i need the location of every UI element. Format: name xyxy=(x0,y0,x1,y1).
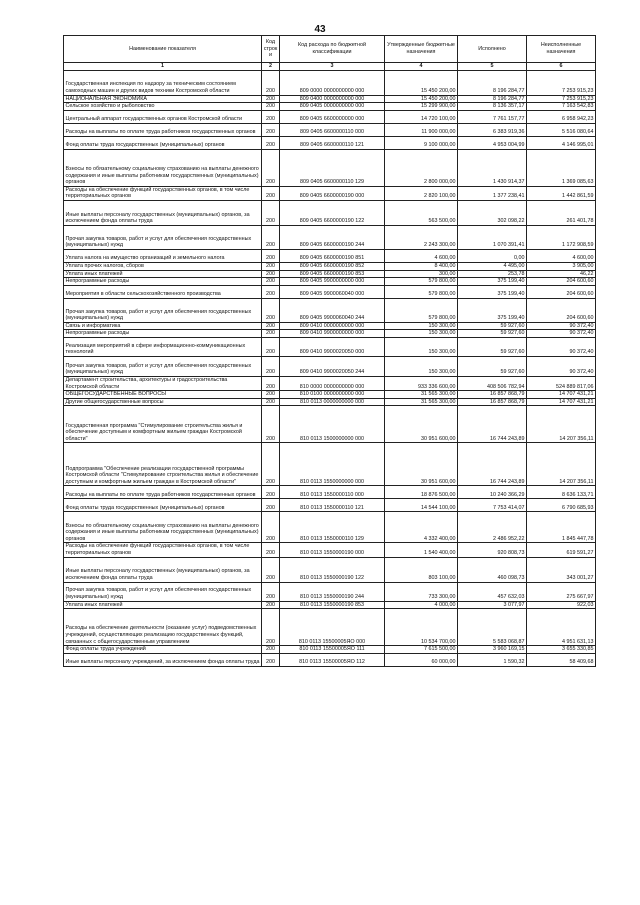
header-indicator-name: Наименование показателя xyxy=(64,36,262,63)
cell-unexecuted: 204 600,60 xyxy=(527,285,596,298)
cell-line-code: 200 xyxy=(262,543,280,557)
cell-unexecuted: 5 516 080,64 xyxy=(527,123,596,136)
cell-unexecuted: 922,03 xyxy=(527,601,596,609)
cell-indicator-name: Уплата прочих налогов, сборов xyxy=(64,262,262,270)
cell-line-code: 200 xyxy=(262,70,280,95)
table-row xyxy=(64,337,596,356)
cell-indicator-name: Расходы на выплаты по оплате труда работников государственных органов xyxy=(64,486,262,499)
cell-line-code: 200 xyxy=(262,337,280,356)
cell-indicator-name: Расходы на выплаты по оплате труда работников государственных органов xyxy=(64,123,262,136)
cell-line-code: 200 xyxy=(262,557,280,582)
cell-line-code: 200 xyxy=(262,376,280,390)
cell-indicator-name: Департамент строительства, архитектуры и градостроительства Костромской области xyxy=(64,376,262,390)
cell-unexecuted: 14 707 431,21 xyxy=(527,391,596,399)
cell-indicator-name: Прочая закупка товаров, работ и услуг для обеспечения государственных (муниципальных) нужд xyxy=(64,298,262,322)
cell-unexecuted: 3 655 330,85 xyxy=(527,646,596,654)
cell-approved: 579 800,00 xyxy=(385,298,458,322)
header-line-code: Код строки xyxy=(262,36,280,63)
cell-executed: 0,00 xyxy=(458,249,527,262)
cell-executed: 8 196 284,77 xyxy=(458,95,527,103)
table-row xyxy=(64,443,596,486)
cell-approved: 31 565 300,00 xyxy=(385,391,458,399)
cell-expense-code: 809 0000 0000000000 000 xyxy=(280,70,385,95)
cell-unexecuted: 261 401,78 xyxy=(527,200,596,225)
column-number: 1 xyxy=(64,63,262,71)
cell-expense-code: 809 0410 0000000000 000 xyxy=(280,322,385,330)
cell-executed: 3 960 169,15 xyxy=(458,646,527,654)
cell-approved: 4 600,00 xyxy=(385,249,458,262)
cell-executed: 8 196 284,77 xyxy=(458,70,527,95)
cell-expense-code: 809 0405 6600000190 852 xyxy=(280,262,385,270)
table-row xyxy=(64,110,596,123)
cell-unexecuted: 8 636 133,71 xyxy=(527,486,596,499)
cell-expense-code: 809 0405 6600000000 000 xyxy=(280,110,385,123)
cell-expense-code: 809 0405 0000000000 000 xyxy=(280,103,385,111)
cell-indicator-name: Государственная инспекция по надзору за техническим состоянием самоходных машин и других видов техники Костромской области xyxy=(64,70,262,95)
cell-unexecuted: 3 905,00 xyxy=(527,262,596,270)
cell-expense-code: 809 0405 6600000110 129 xyxy=(280,149,385,186)
cell-executed: 7 761 157,77 xyxy=(458,110,527,123)
table-row xyxy=(64,406,596,443)
cell-indicator-name: НАЦИОНАЛЬНАЯ ЭКОНОМИКА xyxy=(64,95,262,103)
cell-indicator-name: Непрограммные расходы xyxy=(64,330,262,338)
cell-indicator-name: Расходы на обеспечение функций государственных органов, в том числе территориальных органов xyxy=(64,543,262,557)
cell-unexecuted: 1 845 447,78 xyxy=(527,512,596,543)
cell-unexecuted: 90 372,40 xyxy=(527,330,596,338)
cell-indicator-name: Подпрограмма "Обеспечение реализации государственной программы Костромской области "Стимулирование строительства жилья и обеспечение доступным и комфортным жильем граждан в Костромской области" xyxy=(64,443,262,486)
cell-executed: 375 199,40 xyxy=(458,278,527,286)
cell-line-code: 200 xyxy=(262,653,280,666)
table-row xyxy=(64,270,596,278)
table-row xyxy=(64,103,596,111)
cell-expense-code: 810 0113 1550000110 121 xyxy=(280,499,385,512)
cell-indicator-name: Взносы по обязательному социальному страхованию на выплаты денежного содержания и иные выплаты работникам государственных (муниципальных) органов xyxy=(64,512,262,543)
column-number: 3 xyxy=(280,63,385,71)
cell-line-code: 200 xyxy=(262,149,280,186)
cell-unexecuted: 6 790 685,93 xyxy=(527,499,596,512)
table-row xyxy=(64,646,596,654)
cell-line-code: 200 xyxy=(262,225,280,249)
cell-executed: 59 927,60 xyxy=(458,356,527,376)
cell-approved: 2 800 000,00 xyxy=(385,149,458,186)
cell-unexecuted: 7 163 542,83 xyxy=(527,103,596,111)
table-row xyxy=(64,557,596,582)
cell-executed: 4 495,00 xyxy=(458,262,527,270)
cell-approved: 563 500,00 xyxy=(385,200,458,225)
page-number: 43 xyxy=(314,24,326,35)
cell-approved: 10 534 700,00 xyxy=(385,609,458,646)
cell-line-code: 200 xyxy=(262,270,280,278)
cell-unexecuted: 619 591,27 xyxy=(527,543,596,557)
column-number: 2 xyxy=(262,63,280,71)
cell-expense-code: 810 0000 0000000000 000 xyxy=(280,376,385,390)
cell-unexecuted: 6 958 942,23 xyxy=(527,110,596,123)
cell-indicator-name: Связь и информатика xyxy=(64,322,262,330)
cell-indicator-name: Прочая закупка товаров, работ и услуг для обеспечения государственных (муниципальных) нужд xyxy=(64,582,262,601)
cell-line-code: 200 xyxy=(262,330,280,338)
cell-line-code: 200 xyxy=(262,582,280,601)
table-row xyxy=(64,582,596,601)
cell-approved: 14 544 100,00 xyxy=(385,499,458,512)
cell-expense-code: 810 0113 1500000000 000 xyxy=(280,406,385,443)
cell-expense-code: 809 0405 6600000190 853 xyxy=(280,270,385,278)
cell-indicator-name: Другие общегосударственные вопросы xyxy=(64,398,262,406)
cell-executed: 5 583 068,87 xyxy=(458,609,527,646)
cell-unexecuted: 1 172 908,59 xyxy=(527,225,596,249)
cell-line-code: 200 xyxy=(262,406,280,443)
cell-approved: 579 800,00 xyxy=(385,285,458,298)
cell-approved: 2 820 100,00 xyxy=(385,186,458,200)
cell-unexecuted: 204 600,60 xyxy=(527,278,596,286)
cell-line-code: 200 xyxy=(262,285,280,298)
cell-line-code: 200 xyxy=(262,200,280,225)
cell-line-code: 200 xyxy=(262,398,280,406)
cell-line-code: 200 xyxy=(262,601,280,609)
cell-indicator-name: ОБЩЕГОСУДАРСТВЕННЫЕ ВОПРОСЫ xyxy=(64,391,262,399)
cell-line-code: 200 xyxy=(262,103,280,111)
cell-approved: 18 876 500,00 xyxy=(385,486,458,499)
cell-executed: 1 430 914,37 xyxy=(458,149,527,186)
cell-unexecuted: 7 253 915,23 xyxy=(527,70,596,95)
cell-line-code: 200 xyxy=(262,298,280,322)
table-row xyxy=(64,543,596,557)
cell-executed: 59 927,60 xyxy=(458,337,527,356)
table-row xyxy=(64,278,596,286)
header-approved: Утвержденные бюджетные назначения xyxy=(385,36,458,63)
cell-approved: 150 300,00 xyxy=(385,330,458,338)
cell-line-code: 200 xyxy=(262,391,280,399)
table-row xyxy=(64,653,596,666)
cell-approved: 9 100 000,00 xyxy=(385,136,458,149)
cell-expense-code: 809 0405 9900060040 000 xyxy=(280,285,385,298)
cell-indicator-name: Мероприятия в области сельскохозяйственного производства xyxy=(64,285,262,298)
cell-unexecuted: 4 951 631,13 xyxy=(527,609,596,646)
cell-line-code: 200 xyxy=(262,486,280,499)
cell-approved: 150 300,00 xyxy=(385,322,458,330)
cell-approved: 14 720 100,00 xyxy=(385,110,458,123)
cell-executed: 10 240 366,29 xyxy=(458,486,527,499)
cell-line-code: 200 xyxy=(262,609,280,646)
table-row xyxy=(64,285,596,298)
cell-expense-code: 809 0405 6600000190 851 xyxy=(280,249,385,262)
cell-line-code: 200 xyxy=(262,95,280,103)
cell-line-code: 200 xyxy=(262,278,280,286)
cell-line-code: 200 xyxy=(262,322,280,330)
cell-indicator-name: Уплата иных платежей xyxy=(64,270,262,278)
cell-indicator-name: Непрограммные расходы xyxy=(64,278,262,286)
cell-executed: 3 077,97 xyxy=(458,601,527,609)
cell-unexecuted: 90 372,40 xyxy=(527,356,596,376)
cell-unexecuted: 14 207 356,11 xyxy=(527,406,596,443)
cell-expense-code: 809 0405 9900000000 000 xyxy=(280,278,385,286)
cell-unexecuted: 275 667,97 xyxy=(527,582,596,601)
table-row xyxy=(64,391,596,399)
cell-executed: 1 377 238,41 xyxy=(458,186,527,200)
cell-unexecuted: 58 409,68 xyxy=(527,653,596,666)
cell-indicator-name: Фонд оплаты труда государственных (муниципальных) органов xyxy=(64,136,262,149)
cell-line-code: 200 xyxy=(262,646,280,654)
header-unexecuted: Неисполненные назначения xyxy=(527,36,596,63)
table-header-row xyxy=(64,36,596,63)
cell-line-code: 200 xyxy=(262,262,280,270)
table-row xyxy=(64,298,596,322)
cell-indicator-name: Взносы по обязательному социальному страхованию на выплаты денежного содержания и иные выплаты работникам государственных (муниципальных) органов xyxy=(64,149,262,186)
cell-line-code: 200 xyxy=(262,110,280,123)
cell-indicator-name: Государственная программа "Стимулирование строительства жилья и обеспечение доступным и комфортным жильем граждан Костромской области" xyxy=(64,406,262,443)
cell-line-code: 200 xyxy=(262,356,280,376)
cell-approved: 4 000,00 xyxy=(385,601,458,609)
header-expense-code: Код расхода по бюджетной классификации xyxy=(280,36,385,63)
cell-expense-code: 810 0113 15500005ЯО 112 xyxy=(280,653,385,666)
table-row xyxy=(64,262,596,270)
cell-expense-code: 810 0113 1550000190 122 xyxy=(280,557,385,582)
cell-expense-code: 809 0405 6600000110 121 xyxy=(280,136,385,149)
cell-indicator-name: Прочая закупка товаров, работ и услуг для обеспечения государственных (муниципальных) нужд xyxy=(64,225,262,249)
cell-approved: 11 900 000,00 xyxy=(385,123,458,136)
cell-expense-code: 810 0113 1550000110 000 xyxy=(280,486,385,499)
cell-indicator-name: Реализация мероприятий в сфере информационно-коммуникационных технологий xyxy=(64,337,262,356)
cell-approved: 803 100,00 xyxy=(385,557,458,582)
table-row xyxy=(64,225,596,249)
cell-expense-code: 809 0405 9900060040 244 xyxy=(280,298,385,322)
cell-approved: 30 951 600,00 xyxy=(385,443,458,486)
cell-unexecuted: 4 600,00 xyxy=(527,249,596,262)
table-row xyxy=(64,512,596,543)
cell-executed: 375 199,40 xyxy=(458,298,527,322)
cell-executed: 460 098,73 xyxy=(458,557,527,582)
table-row xyxy=(64,136,596,149)
cell-unexecuted: 1 369 085,63 xyxy=(527,149,596,186)
cell-approved: 8 400,00 xyxy=(385,262,458,270)
cell-approved: 2 243 300,00 xyxy=(385,225,458,249)
column-number: 4 xyxy=(385,63,458,71)
cell-approved: 30 951 600,00 xyxy=(385,406,458,443)
cell-indicator-name: Фонд оплаты труда учреждений xyxy=(64,646,262,654)
table-row xyxy=(64,376,596,390)
table-row xyxy=(64,499,596,512)
cell-executed: 16 744 243,89 xyxy=(458,443,527,486)
cell-executed: 2 486 952,22 xyxy=(458,512,527,543)
cell-indicator-name: Иные выплаты персоналу государственных (муниципальных) органов, за исключением фонда оплаты труда xyxy=(64,557,262,582)
cell-approved: 15 450 200,00 xyxy=(385,95,458,103)
cell-indicator-name: Уплата налога на имущество организаций и земельного налога xyxy=(64,249,262,262)
cell-expense-code: 810 0113 1550000110 129 xyxy=(280,512,385,543)
cell-indicator-name: Прочая закупка товаров, работ и услуг для обеспечения государственных (муниципальных) нужд xyxy=(64,356,262,376)
cell-unexecuted: 524 889 817,06 xyxy=(527,376,596,390)
cell-executed: 920 808,73 xyxy=(458,543,527,557)
cell-approved: 15 299 900,00 xyxy=(385,103,458,111)
cell-expense-code: 809 0405 6600000190 000 xyxy=(280,186,385,200)
cell-indicator-name: Иные выплаты персоналу учреждений, за исключением фонда оплаты труда xyxy=(64,653,262,666)
cell-expense-code: 809 0405 6600000110 000 xyxy=(280,123,385,136)
cell-expense-code: 809 0410 9900020050 244 xyxy=(280,356,385,376)
cell-unexecuted: 1 442 861,59 xyxy=(527,186,596,200)
table-row xyxy=(64,123,596,136)
cell-executed: 16 857 868,79 xyxy=(458,391,527,399)
cell-approved: 933 336 600,00 xyxy=(385,376,458,390)
cell-unexecuted: 14 207 356,11 xyxy=(527,443,596,486)
column-number: 5 xyxy=(458,63,527,71)
cell-line-code: 200 xyxy=(262,443,280,486)
cell-expense-code: 809 0405 6600000190 122 xyxy=(280,200,385,225)
cell-unexecuted: 204 600,60 xyxy=(527,298,596,322)
cell-unexecuted: 90 372,40 xyxy=(527,322,596,330)
cell-approved: 579 800,00 xyxy=(385,278,458,286)
cell-unexecuted: 46,22 xyxy=(527,270,596,278)
table-row xyxy=(64,609,596,646)
table-row xyxy=(64,95,596,103)
cell-expense-code: 809 0410 9900000000 000 xyxy=(280,330,385,338)
cell-indicator-name: Расходы на обеспечение деятельности (оказание услуг) подведомственных учреждений, осуществляющих реализацию государственных функций, связанных с общегосударственным управлением xyxy=(64,609,262,646)
cell-approved: 150 300,00 xyxy=(385,337,458,356)
cell-indicator-name: Сельское хозяйство и рыболовство xyxy=(64,103,262,111)
cell-executed: 8 136 357,17 xyxy=(458,103,527,111)
cell-expense-code: 810 0100 0000000000 000 xyxy=(280,391,385,399)
budget-execution-table xyxy=(63,35,596,667)
cell-executed: 408 506 782,94 xyxy=(458,376,527,390)
table-row xyxy=(64,398,596,406)
cell-line-code: 200 xyxy=(262,499,280,512)
cell-approved: 7 615 500,00 xyxy=(385,646,458,654)
cell-expense-code: 810 0113 1550000000 000 xyxy=(280,443,385,486)
cell-approved: 60 000,00 xyxy=(385,653,458,666)
table-row xyxy=(64,186,596,200)
cell-approved: 1 540 400,00 xyxy=(385,543,458,557)
table-row xyxy=(64,486,596,499)
cell-executed: 1 070 391,41 xyxy=(458,225,527,249)
table-row xyxy=(64,356,596,376)
cell-executed: 4 953 004,99 xyxy=(458,136,527,149)
table-row xyxy=(64,200,596,225)
cell-executed: 59 927,60 xyxy=(458,330,527,338)
cell-line-code: 200 xyxy=(262,512,280,543)
cell-executed: 7 753 414,07 xyxy=(458,499,527,512)
cell-executed: 6 383 919,36 xyxy=(458,123,527,136)
column-number: 6 xyxy=(527,63,596,71)
cell-executed: 16 744 243,89 xyxy=(458,406,527,443)
cell-indicator-name: Уплата иных платежей xyxy=(64,601,262,609)
cell-expense-code: 809 0410 9900020050 000 xyxy=(280,337,385,356)
cell-executed: 302 098,22 xyxy=(458,200,527,225)
cell-approved: 150 300,00 xyxy=(385,356,458,376)
cell-line-code: 200 xyxy=(262,123,280,136)
cell-approved: 4 332 400,00 xyxy=(385,512,458,543)
cell-executed: 457 632,03 xyxy=(458,582,527,601)
cell-executed: 16 857 868,79 xyxy=(458,398,527,406)
cell-expense-code: 810 0113 1550000190 853 xyxy=(280,601,385,609)
cell-line-code: 200 xyxy=(262,186,280,200)
table-row xyxy=(64,249,596,262)
cell-indicator-name: Фонд оплаты труда государственных (муниципальных) органов xyxy=(64,499,262,512)
cell-line-code: 200 xyxy=(262,136,280,149)
table-row xyxy=(64,601,596,609)
header-executed: Исполнено xyxy=(458,36,527,63)
table-row xyxy=(64,70,596,95)
cell-approved: 31 565 300,00 xyxy=(385,398,458,406)
cell-executed: 375 199,40 xyxy=(458,285,527,298)
table-row xyxy=(64,330,596,338)
table-row xyxy=(64,149,596,186)
cell-indicator-name: Расходы на обеспечение функций государственных органов, в том числе территориальных органов xyxy=(64,186,262,200)
cell-line-code: 200 xyxy=(262,249,280,262)
cell-expense-code: 809 0405 6600000190 244 xyxy=(280,225,385,249)
cell-executed: 1 590,32 xyxy=(458,653,527,666)
cell-unexecuted: 14 707 431,21 xyxy=(527,398,596,406)
cell-unexecuted: 7 253 915,23 xyxy=(527,95,596,103)
cell-approved: 733 300,00 xyxy=(385,582,458,601)
cell-approved: 300,00 xyxy=(385,270,458,278)
cell-expense-code: 810 0113 1550000190 244 xyxy=(280,582,385,601)
cell-approved: 15 450 200,00 xyxy=(385,70,458,95)
cell-indicator-name: Иные выплаты персоналу государственных (муниципальных) органов, за исключением фонда оплаты труда xyxy=(64,200,262,225)
cell-expense-code: 809 0400 0000000000 000 xyxy=(280,95,385,103)
table-row xyxy=(64,322,596,330)
cell-indicator-name: Центральный аппарат государственных органов Костромской области xyxy=(64,110,262,123)
cell-expense-code: 810 0113 15500005ЯО 111 xyxy=(280,646,385,654)
cell-expense-code: 810 0113 1550000190 000 xyxy=(280,543,385,557)
cell-unexecuted: 4 146 995,01 xyxy=(527,136,596,149)
cell-expense-code: 810 0113 0000000000 000 xyxy=(280,398,385,406)
column-number-row xyxy=(64,63,596,71)
cell-unexecuted: 90 372,40 xyxy=(527,337,596,356)
cell-expense-code: 810 0113 15500005ЯО 000 xyxy=(280,609,385,646)
cell-executed: 59 927,60 xyxy=(458,322,527,330)
cell-unexecuted: 343 001,27 xyxy=(527,557,596,582)
cell-executed: 253,78 xyxy=(458,270,527,278)
